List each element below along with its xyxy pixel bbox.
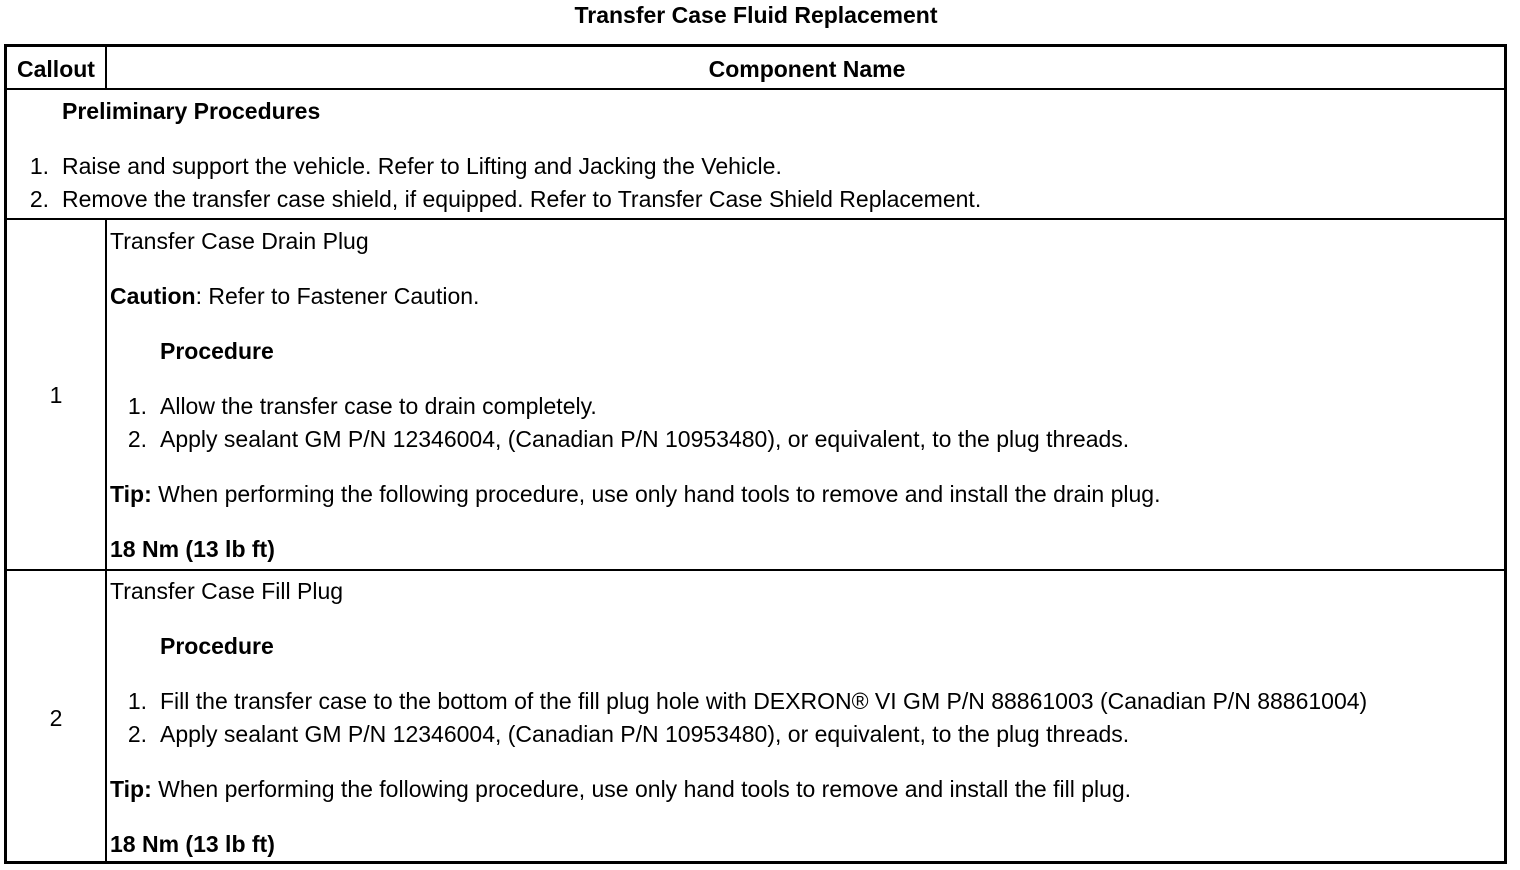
page-title: Transfer Case Fluid Replacement [574, 2, 938, 28]
row-2-step: Fill the transfer case to the bottom of the fill plug hole with DEXRON® VI GM P/N 88861003 (Canadian P/N 88861004) [160, 688, 1368, 714]
header-callout: Callout [17, 56, 95, 82]
row-2-component: Transfer Case Fill Plug [110, 578, 344, 604]
row-1-step-number: 1. [127, 393, 147, 419]
row-1-callout: 1 [49, 382, 63, 408]
row-1-tip [110, 481, 1161, 507]
row-1-torque: 18 Nm (13 lb ft) [110, 536, 275, 562]
procedure-table [4, 44, 1507, 864]
row-1-step: Apply sealant GM P/N 12346004, (Canadian P/N 10953480), or equivalent, to the plug threads. [160, 426, 1130, 452]
row-1-caution [110, 283, 479, 309]
row-1-step: Allow the transfer case to drain completely. [160, 393, 597, 419]
preliminary-rule [7, 218, 1504, 220]
tip-text: When performing the following procedure, use only hand tools to remove and install the drain plug. [151, 481, 1161, 507]
caution-label: Caution [110, 283, 196, 309]
header-rule [7, 88, 1504, 90]
tip-label: Tip: [110, 776, 152, 802]
row-2-step-number: 1. [127, 688, 147, 714]
preliminary-step-number: 2. [29, 186, 49, 212]
row-1-procedure-heading: Procedure [160, 338, 274, 364]
caution-text: : Refer to Fastener Caution. [195, 283, 480, 309]
row-1-rule [7, 569, 1504, 571]
row-2-tip [110, 776, 1131, 802]
preliminary-step-number: 1. [29, 153, 49, 179]
header-component-name: Component Name [708, 56, 906, 82]
header-divider [105, 47, 107, 88]
tip-text: When performing the following procedure, use only hand tools to remove and install the fill plug. [151, 776, 1132, 802]
preliminary-heading: Preliminary Procedures [62, 98, 321, 124]
row-1-component: Transfer Case Drain Plug [110, 228, 369, 254]
row-2-step-number: 2. [127, 721, 147, 747]
preliminary-step: Raise and support the vehicle. Refer to Lifting and Jacking the Vehicle. [62, 153, 782, 179]
row-2-procedure-heading: Procedure [160, 633, 274, 659]
row-2-callout: 2 [49, 705, 63, 731]
row-2-step: Apply sealant GM P/N 12346004, (Canadian P/N 10953480), or equivalent, to the plug threads. [160, 721, 1130, 747]
row-2-divider [105, 569, 107, 864]
row-2-torque: 18 Nm (13 lb ft) [110, 831, 275, 857]
tip-label: Tip: [110, 481, 152, 507]
row-1-step-number: 2. [127, 426, 147, 452]
preliminary-step: Remove the transfer case shield, if equipped. Refer to Transfer Case Shield Replacement. [62, 186, 982, 212]
row-1-divider [105, 218, 107, 569]
